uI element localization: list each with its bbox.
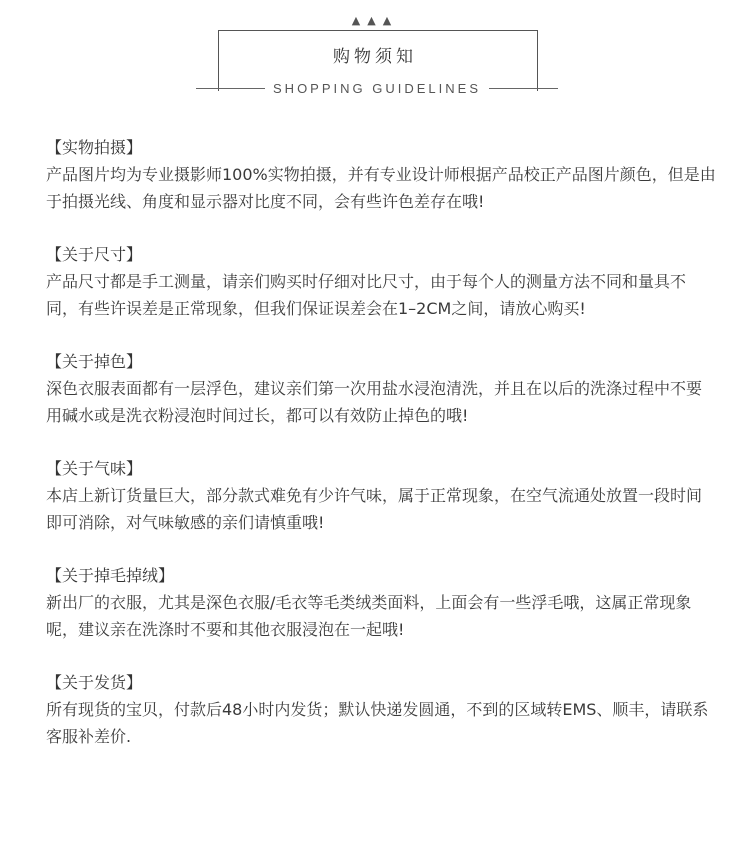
section-odor [46,455,716,536]
section-heading: 【关于发货】 [46,673,143,692]
subtitle-row [196,78,558,98]
section-body: 产品图片均为专业摄影师100%实物拍摄，并有专业设计师根据产品校正产品图片颜色，但是由于拍摄光线、角度和显示器对比度不同，会有些许色差存在哦! [46,165,716,211]
section-heading: 【实物拍摄】 [46,138,143,157]
section-size [46,241,716,322]
section-shipping [46,669,716,750]
section-color-fading [46,348,716,429]
triangle-ornament-icon: ▲▲▲ [351,14,399,27]
guidelines-content [46,134,716,776]
section-body: 新出厂的衣服，尤其是深色衣服/毛衣等毛类绒类面料，上面会有一些浮毛哦，这属正常现象呢，建议亲在洗涤时不要和其他衣服浸泡在一起哦! [46,593,692,639]
page-title: 购物须知 [333,47,417,67]
divider-left [196,88,265,89]
section-shedding [46,562,716,643]
page-subtitle: SHOPPING GUIDELINES [273,80,481,96]
section-body: 所有现货的宝贝，付款后48小时内发货；默认快递发圆通，不到的区域转EMS、顺丰，请联系客服补差价. [46,700,709,746]
section-heading: 【关于掉色】 [46,352,143,371]
section-heading: 【关于尺寸】 [46,245,143,264]
section-photography [46,134,716,215]
divider-right [489,88,558,89]
section-heading: 【关于掉毛掉绒】 [46,566,175,585]
section-body: 深色衣服表面都有一层浮色，建议亲们第一次用盐水浸泡清洗，并且在以后的洗涤过程中不要用碱水或是洗衣粉浸泡时间过长，都可以有效防止掉色的哦! [46,379,703,425]
section-body: 本店上新订货量巨大，部分款式难免有少许气味，属于正常现象，在空气流通处放置一段时间即可消除，对气味敏感的亲们请慎重哦! [46,486,703,532]
section-body: 产品尺寸都是手工测量，请亲们购买时仔细对比尺寸，由于每个人的测量方法不同和量具不同，有些许误差是正常现象，但我们保证误差会在1–2CM之间，请放心购买! [46,272,687,318]
section-heading: 【关于气味】 [46,459,143,478]
header [0,0,750,110]
